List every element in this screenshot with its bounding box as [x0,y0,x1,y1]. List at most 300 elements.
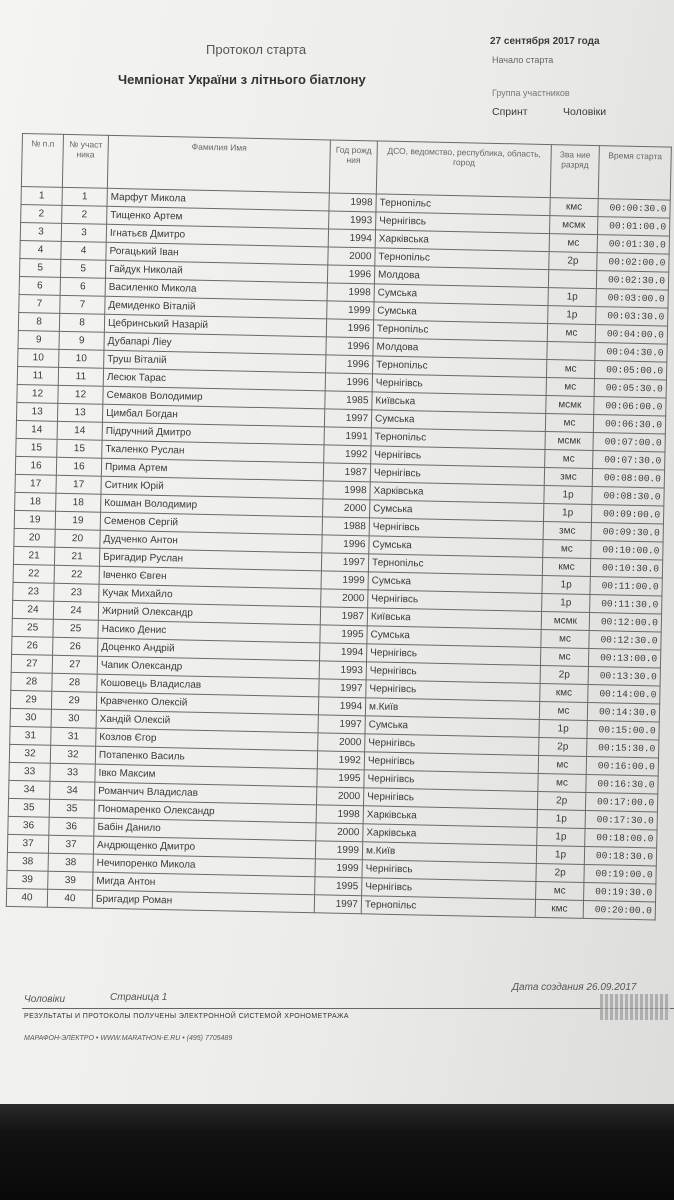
cell-start-time: 00:07:00.0 [593,433,665,453]
cell-bib: 38 [48,853,93,872]
discipline: Спринт [492,106,528,118]
cell-year: 1995 [317,769,364,788]
cell-number: 33 [9,762,50,781]
cell-year: 1994 [320,643,367,662]
cell-start-time: 00:15:30.0 [587,738,659,758]
footer-divider [22,1008,674,1009]
cell-name: Бабін Данило [94,818,316,841]
cell-bib: 20 [55,529,100,548]
cell-name: Лесюк Тарас [103,368,325,391]
cell-region: Чернігівсь [376,212,550,234]
cell-bib: 12 [58,385,103,404]
cell-rank: мс [538,773,586,792]
cell-region: Тернопільс [373,356,547,378]
cell-rank: мс [546,360,594,379]
cell-region: Чернігівсь [364,770,538,792]
cell-region: Чернігівсь [366,662,540,684]
cell-rank: 1р [548,306,596,325]
cell-number: 34 [9,780,50,799]
cell-number: 18 [15,492,56,511]
cell-start-time: 00:17:30.0 [585,810,657,830]
cell-number: 38 [7,852,48,871]
cell-bib: 4 [61,241,106,260]
cell-bib: 6 [60,277,105,296]
cell-start-time: 00:19:30.0 [584,882,656,902]
col-header-rank: Зва ние разряд [550,145,599,199]
col-header-year: Год рожд ния [329,140,377,194]
cell-year: 1985 [325,391,372,410]
cell-number: 20 [14,528,55,547]
cell-region: Тернопільс [376,194,550,216]
cell-bib: 26 [53,637,98,656]
cell-number: 14 [16,420,57,439]
cell-number: 29 [10,690,51,709]
cell-region: Сумська [371,410,545,432]
cell-year: 1993 [329,211,376,230]
cell-year: 2000 [323,499,370,518]
cell-bib: 9 [59,331,104,350]
cell-start-time: 00:18:30.0 [584,846,656,866]
cell-region: Молдова [373,338,547,360]
cell-rank: мс [541,629,589,648]
cell-number: 22 [13,564,54,583]
cell-bib: 40 [47,889,92,908]
cell-start-time: 00:03:00.0 [596,289,668,309]
cell-bib: 33 [50,763,95,782]
cell-number: 1 [21,186,62,205]
cell-start-time: 00:16:30.0 [586,774,658,794]
cell-year: 2000 [321,589,368,608]
cell-bib: 11 [58,367,103,386]
background-shadow [0,1104,674,1200]
cell-bib: 13 [57,403,102,422]
cell-bib: 8 [59,313,104,332]
col-header-number: № п.п [21,134,63,188]
cell-rank: 1р [536,845,584,864]
cell-year: 1997 [314,895,361,914]
cell-year: 1988 [322,517,369,536]
cell-region: м.Київ [365,698,539,720]
cell-rank: мс [539,701,587,720]
cell-bib: 17 [56,475,101,494]
cell-year: 1997 [318,715,365,734]
cell-year: 1996 [326,355,373,374]
cell-number: 36 [8,816,49,835]
cell-start-time: 00:13:30.0 [588,666,660,686]
cell-bib: 1 [62,187,107,206]
cell-start-time: 00:17:00.0 [585,792,657,812]
col-header-start-time: Время старта [598,146,671,200]
cell-number: 24 [12,600,53,619]
cell-bib: 10 [59,349,104,368]
cell-bib: 3 [61,223,106,242]
cell-bib: 36 [49,817,94,836]
cell-number: 39 [7,870,48,889]
col-header-name: Фамилия Имя [107,135,330,193]
cell-year: 1993 [319,661,366,680]
cell-number: 25 [12,618,53,637]
cell-bib: 24 [53,601,98,620]
cell-bib: 15 [57,439,102,458]
cell-region: Чернігівсь [363,788,537,810]
cell-number: 30 [10,708,51,727]
cell-year: 1999 [327,301,374,320]
cell-region: Сумська [365,716,539,738]
cell-rank [547,342,595,361]
cell-start-time: 00:05:00.0 [594,361,666,381]
cell-name: Ігнатьєв Дмитро [106,224,328,247]
cell-rank: кмс [550,198,598,217]
cell-name: Дубапарі Ліеу [104,332,326,355]
cell-year: 1995 [320,625,367,644]
col-header-region: ДСО, ведомство, республика, область, город [376,141,551,198]
cell-year: 1999 [315,859,362,878]
cell-number: 3 [20,222,61,241]
cell-start-time: 00:09:00.0 [591,505,663,525]
cell-region: Чернігівсь [369,518,543,540]
cell-start-time: 00:10:00.0 [591,541,663,561]
cell-year: 1991 [324,427,371,446]
cell-bib: 35 [49,799,94,818]
cell-number: 27 [11,654,52,673]
cell-name: Ткаленко Руслан [102,440,324,463]
cell-number: 15 [16,438,57,457]
championship-title: Чемпіонат України з літнього біатлону [118,72,366,87]
cell-start-time: 00:19:00.0 [584,864,656,884]
cell-rank: 1р [537,809,585,828]
cell-number: 21 [13,546,54,565]
cell-rank: мс [545,450,593,469]
cell-rank: 1р [542,575,590,594]
cell-name: Кравченко Олексій [96,692,318,715]
cell-rank: мс [538,755,586,774]
cell-start-time: 00:14:30.0 [587,702,659,722]
cell-region: Чернігівсь [371,446,545,468]
cell-name: Цебринський Назарій [104,314,326,337]
cell-rank [548,270,596,289]
cell-name: Романчич Владислав [95,782,317,805]
cell-region: Чернігівсь [368,590,542,612]
cell-bib: 21 [54,547,99,566]
cell-region: Київська [367,608,541,630]
cell-year: 2000 [316,787,363,806]
cell-name: Кошовець Владислав [97,674,319,697]
cell-name: Кошман Володимир [101,494,323,517]
cell-year: 1997 [319,679,366,698]
cell-year: 1992 [317,751,364,770]
cell-number: 10 [18,348,59,367]
cell-rank: 2р [537,791,585,810]
cell-start-time: 00:16:00.0 [586,756,658,776]
cell-number: 13 [16,402,57,421]
cell-year: 1987 [320,607,367,626]
cell-bib: 2 [62,205,107,224]
cell-name: Івченко Євген [99,566,321,589]
cell-region: Тернопільс [375,248,549,270]
cell-region: Чернігівсь [362,878,536,900]
footer-page: Страница 1 [110,992,168,1003]
cell-number: 12 [17,384,58,403]
cell-start-time: 00:04:00.0 [595,325,667,345]
cell-year: 1992 [324,445,371,464]
cell-bib: 32 [50,745,95,764]
cell-rank: мс [549,234,597,253]
cell-name: Насико Денис [98,620,320,643]
footer-created-date: Дата создания 26.09.2017 [512,982,637,993]
cell-year: 1999 [321,571,368,590]
cell-start-time: 00:01:30.0 [597,235,669,255]
cell-name: Андрющенко Дмитро [93,836,315,859]
cell-bib: 14 [57,421,102,440]
cell-year: 1997 [321,553,368,572]
cell-year: 1997 [324,409,371,428]
cell-region: Сумська [374,302,548,324]
cell-number: 16 [15,456,56,475]
group-label: Группа участников [492,88,570,98]
cell-year: 1996 [325,373,372,392]
cell-name: Нечипоренко Микола [93,854,315,877]
cell-start-time: 00:00:30.0 [598,199,670,219]
cell-number: 8 [18,312,59,331]
group-value: Чоловіки [563,106,607,118]
cell-name: Кучак Михайло [99,584,321,607]
cell-name: Бригадир Руслан [99,548,321,571]
cell-name: Мигда Антон [93,872,315,895]
cell-year: 1996 [326,337,373,356]
cell-start-time: 00:06:00.0 [594,397,666,417]
cell-name: Труш Віталій [104,350,326,373]
cell-number: 32 [9,744,50,763]
cell-region: Харківська [363,806,537,828]
table-body [6,186,670,919]
cell-name: Прима Артем [101,458,323,481]
cell-year: 2000 [316,823,363,842]
cell-region: Чернігівсь [370,464,544,486]
cell-rank: мс [547,324,595,343]
cell-number: 5 [19,258,60,277]
protocol-title: Протокол старта [206,42,307,57]
footer-group: Чоловіки [24,994,66,1005]
cell-start-time: 00:08:00.0 [592,469,664,489]
cell-rank: мсмк [545,432,593,451]
cell-name: Доценко Андрій [98,638,320,661]
cell-name: Дудченко Антон [100,530,322,553]
cell-rank: 1р [542,593,590,612]
cell-start-time: 00:18:00.0 [585,828,657,848]
cell-year: 1996 [326,319,373,338]
cell-year: 1995 [315,877,362,896]
cell-number: 26 [12,636,53,655]
cell-year: 2000 [318,733,365,752]
cell-number: 11 [17,366,58,385]
cell-year: 1998 [323,481,370,500]
cell-rank: змс [544,468,592,487]
cell-rank: мс [540,647,588,666]
cell-bib: 28 [52,673,97,692]
cell-rank: 1р [539,719,587,738]
cell-year: 1998 [316,805,363,824]
cell-number: 23 [13,582,54,601]
cell-rank: 1р [544,486,592,505]
cell-start-time: 00:06:30.0 [593,415,665,435]
cell-region: Тернопільс [368,554,542,576]
cell-rank: мс [543,540,591,559]
cell-bib: 30 [51,709,96,728]
cell-start-time: 00:11:00.0 [590,576,662,596]
cell-region: Чернігівсь [362,860,536,882]
cell-region: Сумська [367,626,541,648]
cell-start-time: 00:08:30.0 [592,487,664,507]
cell-number: 7 [19,294,60,313]
col-header-bib: № участ ника [62,134,108,188]
cell-bib: 19 [55,511,100,530]
cell-name: Козлов Єгор [96,728,318,751]
cell-bib: 7 [60,295,105,314]
results-notice: РЕЗУЛЬТАТЫ И ПРОТОКОЛЫ ПОЛУЧЕНЫ ЭЛЕКТРОННОЙ СИСТЕМОЙ ХРОНОМЕТРАЖА [24,1013,349,1020]
cell-name: Пономаренко Олександр [94,800,316,823]
event-date: 27 сентября 2017 года [490,36,600,47]
cell-bib: 25 [53,619,98,638]
cell-bib: 39 [48,871,93,890]
cell-rank: кмс [535,899,583,918]
cell-region: Молдова [374,266,548,288]
cell-year: 1998 [327,283,374,302]
timing-logo-icon [600,994,670,1020]
cell-number: 6 [19,276,60,295]
cell-rank: 2р [539,737,587,756]
cell-rank: мс [545,414,593,433]
cell-start-time: 00:02:30.0 [596,271,668,291]
cell-region: Чернігівсь [364,752,538,774]
cell-start-time: 00:12:00.0 [589,612,661,632]
cell-year: 1996 [322,535,369,554]
cell-name: Цимбал Богдан [102,404,324,427]
cell-name: Марфут Микола [107,188,329,211]
cell-rank: змс [543,522,591,541]
cell-start-time: 00:13:00.0 [588,648,660,668]
cell-rank: 2р [540,665,588,684]
cell-bib: 18 [56,493,101,512]
cell-start-time: 00:14:00.0 [588,684,660,704]
cell-rank: мсмк [550,216,598,235]
cell-number: 37 [7,834,48,853]
cell-name: Ситник Юрій [101,476,323,499]
cell-rank: мсмк [546,396,594,415]
cell-bib: 34 [50,781,95,800]
cell-bib: 16 [56,457,101,476]
cell-name: Тищенко Артем [107,206,329,229]
cell-region: Чернігівсь [367,644,541,666]
cell-start-time: 00:04:30.0 [595,343,667,363]
cell-region: Харківська [370,482,544,504]
cell-name: Хандій Олексій [96,710,318,733]
cell-name: Василенко Микола [105,278,327,301]
cell-region: Тернопільс [373,320,547,342]
cell-region: Сумська [369,536,543,558]
cell-bib: 23 [54,583,99,602]
cell-rank: 1р [537,827,585,846]
cell-year: 1994 [318,697,365,716]
cell-region: Чернігівсь [372,374,546,396]
cell-rank: кмс [542,557,590,576]
cell-start-time: 00:10:30.0 [590,559,662,579]
cell-start-time: 00:11:30.0 [590,594,662,614]
cell-name: Потапенко Василь [95,746,317,769]
cell-start-time: 00:07:30.0 [593,451,665,471]
cell-year: 1996 [327,265,374,284]
cell-region: Харківська [363,824,537,846]
cell-region: Сумська [374,284,548,306]
cell-rank: 1р [548,288,596,307]
cell-start-time: 00:12:30.0 [589,630,661,650]
cell-year: 1999 [315,841,362,860]
cell-name: Івко Максим [95,764,317,787]
cell-rank: мсмк [541,611,589,630]
cell-year: 1998 [329,193,376,212]
cell-number: 4 [20,240,61,259]
cell-bib: 22 [54,565,99,584]
cell-name: Семаков Володимир [103,386,325,409]
cell-number: 35 [8,798,49,817]
cell-rank: 2р [549,252,597,271]
cell-region: Чернігівсь [366,680,540,702]
cell-year: 1987 [323,463,370,482]
cell-bib: 31 [51,727,96,746]
cell-rank: кмс [540,683,588,702]
cell-region: Київська [372,392,546,414]
credits-line: МАРАФОН-ЭЛЕКТРО • WWW.MARATHON-E.RU • (495) 7705489 [24,1035,233,1042]
cell-number: 9 [18,330,59,349]
cell-rank: мс [536,881,584,900]
cell-name: Гайдук Николай [105,260,327,283]
cell-bib: 27 [52,655,97,674]
cell-rank: мс [546,378,594,397]
cell-region: Тернопільс [361,896,535,918]
cell-number: 31 [10,726,51,745]
start-list-table [6,133,672,920]
cell-region: м.Київ [362,842,536,864]
cell-start-time: 00:20:00.0 [583,900,655,920]
cell-number: 17 [15,474,56,493]
cell-name: Жирний Олександр [98,602,320,625]
cell-number: 40 [6,888,47,907]
cell-start-time: 00:09:30.0 [591,523,663,543]
cell-name: Бригадир Роман [92,890,314,913]
cell-name: Демиденко Віталій [105,296,327,319]
cell-region: Харківська [375,230,549,252]
cell-region: Тернопільс [371,428,545,450]
cell-number: 28 [11,672,52,691]
cell-region: Сумська [370,500,544,522]
cell-start-time: 00:02:00.0 [597,253,669,273]
cell-number: 19 [14,510,55,529]
cell-start-time: 00:01:00.0 [597,217,669,237]
cell-bib: 29 [51,691,96,710]
cell-bib: 37 [48,835,93,854]
cell-year: 1994 [328,229,375,248]
cell-rank: 1р [543,504,591,523]
cell-name: Рогацький Іван [106,242,328,265]
cell-start-time: 00:03:30.0 [596,307,668,327]
cell-rank: 2р [536,863,584,882]
start-label: Начало старта [492,55,554,65]
cell-name: Чапик Олександр [97,656,319,679]
cell-start-time: 00:05:30.0 [594,379,666,399]
cell-year: 2000 [328,247,375,266]
cell-start-time: 00:15:00.0 [587,720,659,740]
cell-region: Чернігівсь [365,734,539,756]
cell-name: Семенов Сергій [100,512,322,535]
